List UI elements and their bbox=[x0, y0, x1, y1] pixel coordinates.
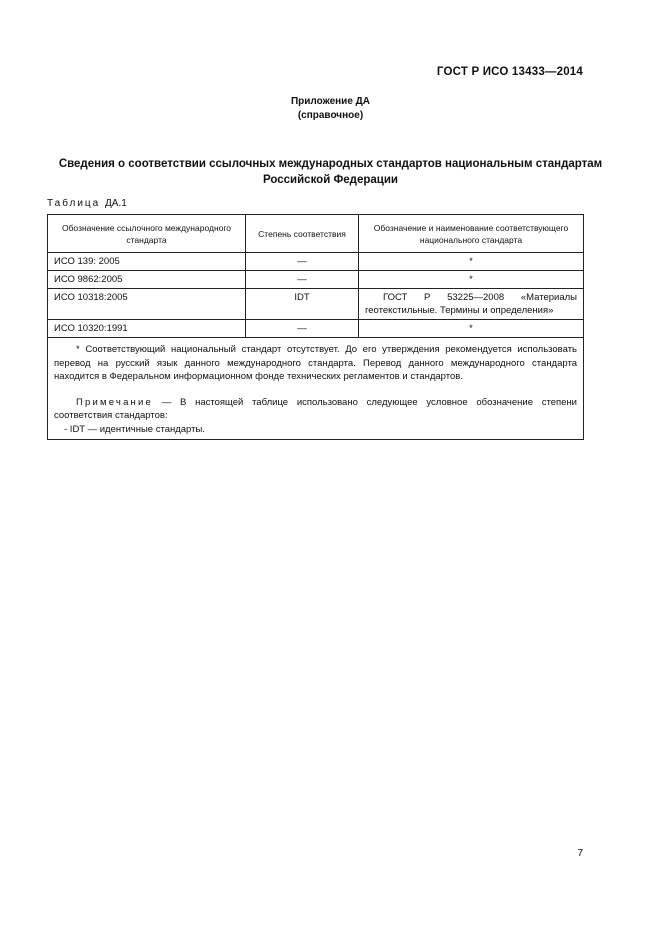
note-item: - IDT — идентичные стандарты. bbox=[64, 423, 205, 435]
annex-heading bbox=[0, 95, 661, 123]
table-footnote: * Соответствующий национальный стандарт отсутствует. До его утверждения рекомендуется использовать перевод на русский язык данного международного стандарта. Перевод данного международного стандарта находится в Федеральном информационном фонде технических регламентов и стандартов. bbox=[54, 344, 577, 382]
table-note bbox=[54, 396, 577, 423]
cell-degree: — bbox=[246, 271, 359, 289]
table-header-row bbox=[48, 215, 584, 253]
cell-reference: ИСО 139: 2005 bbox=[48, 253, 246, 271]
cell-reference: ИСО 10318:2005 bbox=[48, 289, 246, 320]
table-row bbox=[48, 271, 584, 289]
cell-national: * bbox=[359, 271, 584, 289]
cell-degree: — bbox=[246, 253, 359, 271]
header-degree: Степень соответствия bbox=[246, 215, 359, 253]
cell-degree: IDT bbox=[246, 289, 359, 320]
annex-title: Приложение ДА bbox=[290, 96, 371, 107]
table-row bbox=[48, 289, 584, 320]
header-reference-standard: Обозначение ссылочного международного стандарта bbox=[48, 215, 246, 253]
cell-national: * bbox=[359, 253, 584, 271]
cell-degree: — bbox=[246, 320, 359, 338]
header-national-standard: Обозначение и наименование соответствующего национального стандарта bbox=[359, 215, 584, 253]
section-title-line-2: Российской Федерации bbox=[262, 174, 398, 186]
table-row bbox=[48, 253, 584, 271]
cell-reference: ИСО 10320:1991 bbox=[48, 320, 246, 338]
table-row bbox=[48, 320, 584, 338]
table-caption-number: ДА.1 bbox=[105, 198, 127, 209]
document-code: ГОСТ Р ИСО 13433—2014 bbox=[436, 66, 583, 78]
correspondence-table bbox=[47, 214, 584, 440]
section-title-line-1: Сведения о соответствии ссылочных международных стандартов национальным стандартам bbox=[58, 158, 603, 170]
annex-subtitle: (справочное) bbox=[297, 110, 364, 121]
page-number: 7 bbox=[577, 848, 583, 859]
section-title bbox=[40, 156, 621, 188]
cell-national: ГОСТ Р 53225—2008 «Материалы геотекстильные. Термины и определения» bbox=[359, 289, 584, 320]
note-label: Примечание bbox=[76, 396, 153, 408]
note-text: — В настоящей таблице использовано следующее условное обозначение степени соответствия стандартов: bbox=[54, 396, 577, 421]
cell-reference: ИСО 9862:2005 bbox=[48, 271, 246, 289]
table-caption bbox=[47, 198, 127, 209]
table-notes-row bbox=[48, 338, 584, 440]
table-notes-cell bbox=[48, 338, 584, 440]
table-caption-label: Таблица bbox=[47, 198, 101, 209]
cell-national: * bbox=[359, 320, 584, 338]
